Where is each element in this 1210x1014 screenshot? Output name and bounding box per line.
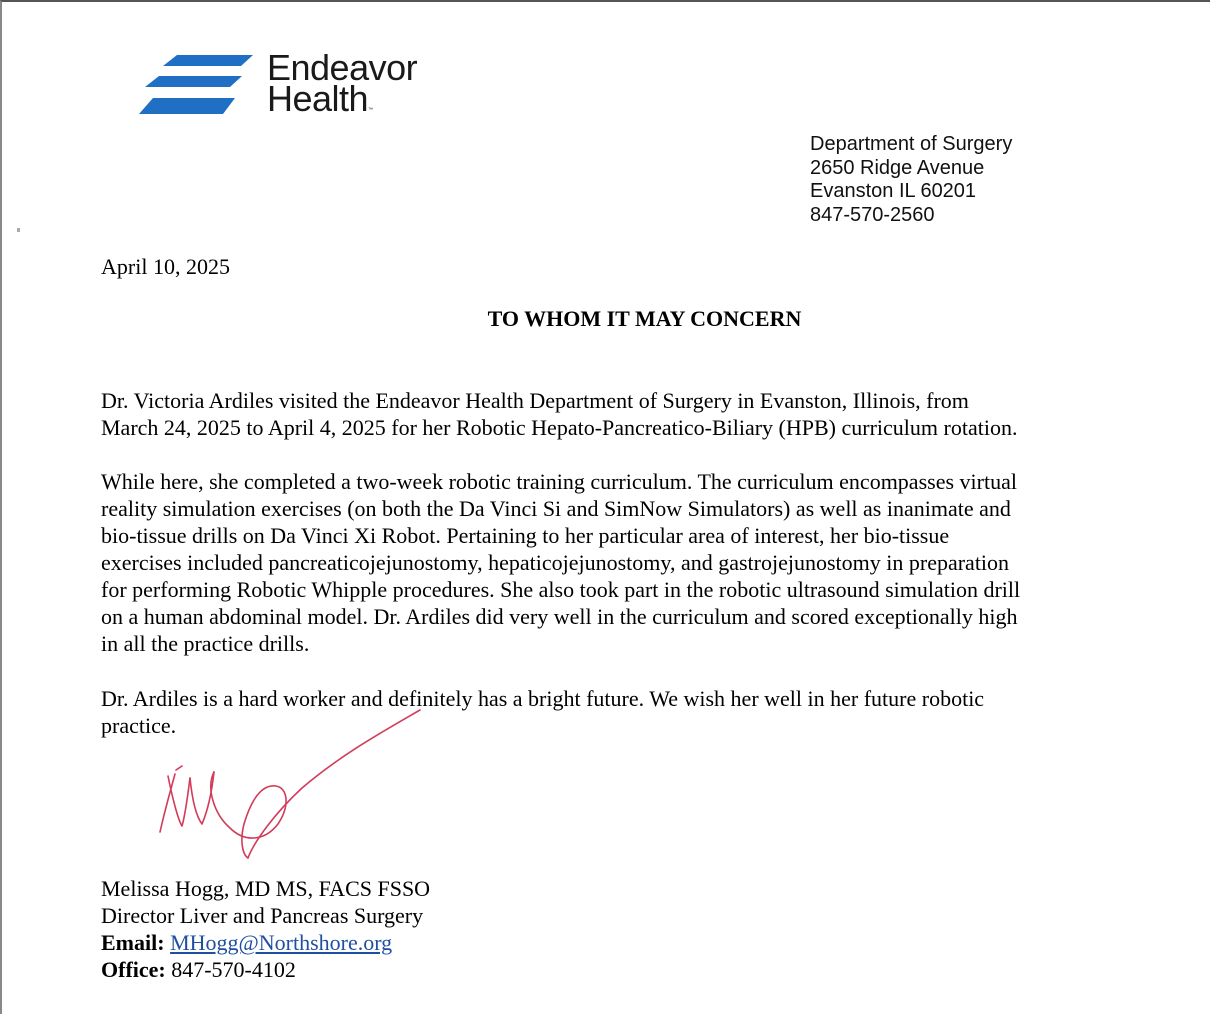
handwritten-signature <box>142 692 442 872</box>
endeavor-health-logo <box>139 47 439 122</box>
logo-line-2: Health <box>267 78 369 119</box>
department-name: Department of Surgery <box>810 133 1013 155</box>
paragraph-line: March 24, 2025 to April 4, 2025 for her Robotic Hepato-Pancreatico-Biliary (HPB) curriculum rotation. <box>101 415 1018 440</box>
letter-date: April 10, 2025 <box>101 254 230 279</box>
paragraph-line: exercises included pancreaticojejunostomy, hepaticojejunostomy, and gastrojejunostomy in preparation <box>101 550 1010 575</box>
paragraph-line: reality simulation exercises (on both the Da Vinci Si and SimNow Simulators) as well as inanimate and <box>101 496 1011 521</box>
signer-name: Melissa Hogg, MD MS, FACS FSSO <box>101 876 431 901</box>
logo-wordmark <box>267 47 418 126</box>
email-label: Email: <box>101 930 165 955</box>
scan-speck <box>17 228 20 232</box>
signature-block <box>101 875 430 983</box>
paragraph-line: for performing Robotic Whipple procedures. She also took part in the robotic ultrasound simulation drill <box>101 577 1021 602</box>
signer-title: Director Liver and Pancreas Surgery <box>101 903 424 928</box>
office-phone: 847-570-4102 <box>171 957 296 982</box>
department-phone: 847-570-2560 <box>810 203 935 226</box>
logo-line-1: Endeavor <box>267 47 418 88</box>
paragraph-1 <box>101 387 1101 441</box>
paragraph-2 <box>101 468 1101 657</box>
logo-trademark: ™ <box>368 107 374 113</box>
paragraph-line: While here, she completed a two-week robotic training curriculum. The curriculum encompasses virtual <box>101 469 1017 494</box>
paragraph-line: Dr. Victoria Ardiles visited the Endeavor Health Department of Surgery in Evanston, Illinois, from <box>101 388 969 413</box>
paragraph-line: Dr. Ardiles is a hard worker and definitely has a bright future. We wish her well in her future robotic <box>101 686 985 711</box>
office-row <box>101 956 430 983</box>
paragraph-line: practice. <box>101 713 177 738</box>
paragraph-line: in all the practice drills. <box>101 631 310 656</box>
email-link[interactable]: MHogg@Northshore.org <box>170 930 393 955</box>
department-address <box>810 133 1012 227</box>
letter-salutation: TO WHOM IT MAY CONCERN <box>487 306 802 331</box>
paragraph-line: bio-tissue drills on Da Vinci Xi Robot. Pertaining to her particular area of interest, her bio-tissue <box>101 523 950 548</box>
department-city: Evanston IL 60201 <box>810 180 977 202</box>
department-street: 2650 Ridge Avenue <box>810 156 985 179</box>
office-label: Office: <box>101 957 166 982</box>
email-row <box>101 929 430 956</box>
logo-stripes-icon <box>139 52 259 118</box>
paragraph-line: on a human abdominal model. Dr. Ardiles did very well in the curriculum and scored exceptionally high <box>101 604 1018 629</box>
